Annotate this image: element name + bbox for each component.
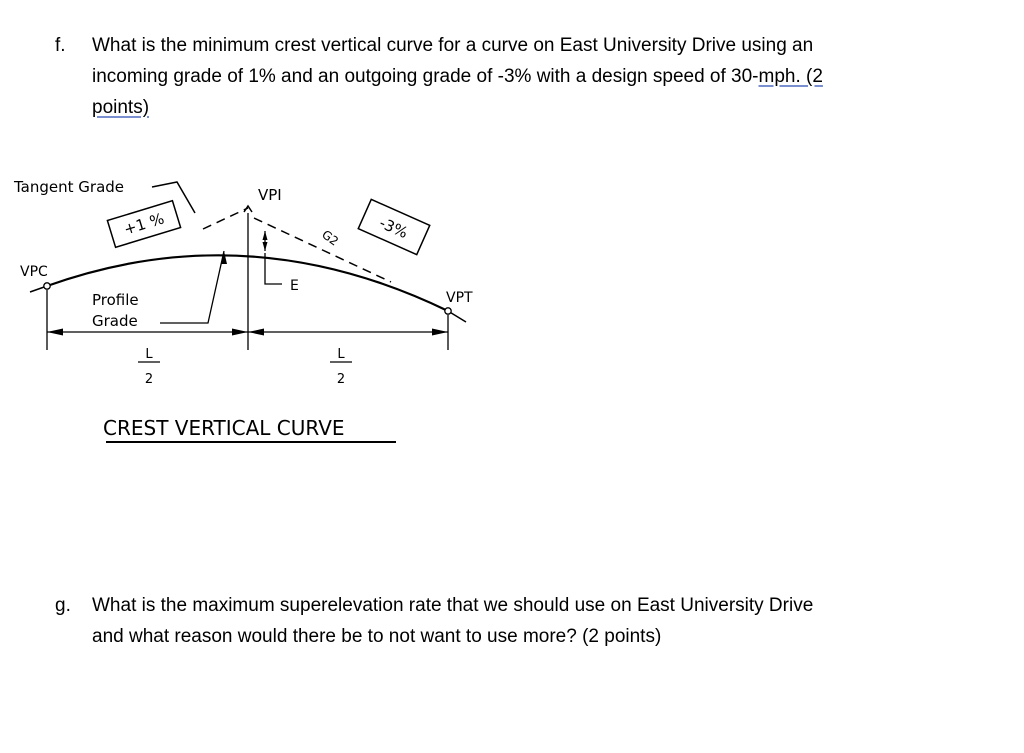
e-dimension-arrow-bottom [263, 242, 268, 251]
e-label: E [290, 278, 299, 294]
vpt-point [445, 308, 451, 314]
tangent-grade-label: Tangent Grade [14, 178, 125, 196]
profile-grade-leader [160, 251, 224, 323]
vpt-label: VPT [446, 290, 473, 306]
question-g-letter: g. [55, 595, 71, 616]
vpi-label: VPI [258, 186, 282, 204]
e-dimension-arrow-top [263, 231, 268, 240]
g2-label-group [319, 227, 341, 248]
question-f-line-2-underlined: mph. (2 [758, 66, 823, 87]
dimension-arrow-right-start [248, 329, 264, 336]
dimension-arrow-right-end [432, 329, 448, 336]
profile-label: Profile [92, 291, 139, 309]
question-g-line-1: What is the maximum superelevation rate that we should use on East University Drive [92, 595, 814, 616]
incoming-grade-box [107, 201, 180, 248]
g2-label: G2 [319, 227, 342, 249]
outgoing-grade-label: -3% [376, 213, 411, 243]
figure-caption: CREST VERTICAL CURVE [103, 416, 345, 440]
dimension-arrow-left-end [232, 329, 248, 336]
vpi-marker [244, 206, 252, 212]
dimension-arrow-left-start [47, 329, 63, 336]
question-f-letter: f. [55, 35, 66, 56]
vpc-label: VPC [20, 264, 48, 280]
incoming-grade-label: +1 % [121, 209, 167, 239]
half-length-left-denominator: 2 [144, 372, 154, 387]
half-length-right-numerator: L [337, 347, 345, 362]
incoming-tangent-line [203, 208, 248, 229]
vpc-point [44, 283, 50, 289]
outgoing-grade-box [358, 199, 429, 254]
half-length-left-numerator: L [145, 347, 153, 362]
grade-label: Grade [92, 312, 138, 330]
question-f-line-1: What is the minimum crest vertical curve for a curve on East University Drive using an [92, 35, 814, 56]
question-g-text [92, 590, 922, 652]
question-g-line-2: and what reason would there be to not want to use more? (2 points) [92, 626, 662, 647]
half-length-right-denominator: 2 [336, 372, 346, 387]
question-f-line-3-underlined: points) [92, 97, 150, 118]
question-f-line-2-main: incoming grade of 1% and an outgoing grade of -3% with a design speed of 30- [92, 66, 759, 87]
